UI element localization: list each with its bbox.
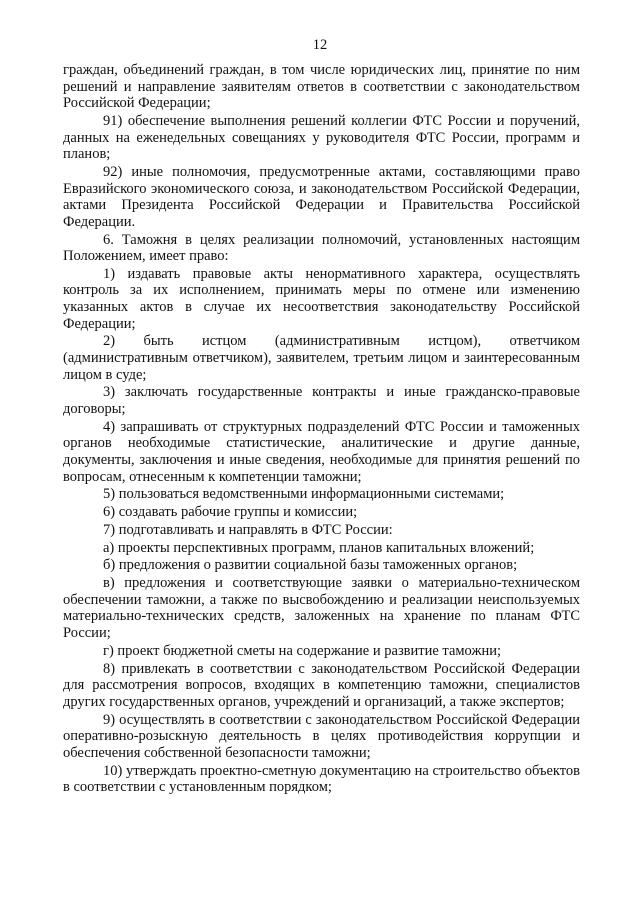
paragraph-item-91: 91) обеспечение выполнения решений коллегии ФТС России и поручений, данных на еженедельных совещаниях у руководителя ФТС России, программ и планов;	[63, 112, 580, 163]
paragraph-item-92: 92) иные полномочия, предусмотренные актами, составляющими право Евразийского экономического союза, и законодательством Российской Федерации, актами Президента Российской Федерации и Правительства Российской Федерации.	[63, 163, 580, 230]
page-number: 12	[312, 37, 328, 53]
paragraph-item-2: 2) быть истцом (административным истцом), ответчиком (административным ответчиком), заявителем, третьим лицом и заинтересованным лицом в суде;	[63, 333, 580, 383]
paragraph-item-5: 5) пользоваться ведомственными информационными системами;	[103, 486, 505, 503]
paragraph-subitem-g: г) проект бюджетной сметы на содержание и развитие таможни;	[103, 642, 502, 659]
paragraph-continuation: граждан, объединений граждан, в том числе юридических лиц, принятие по ним решений и направление заявителям ответов в соответствии с законодательством Российской Федерации;	[63, 62, 580, 112]
paragraph-item-6: 6) создавать рабочие группы и комиссии;	[103, 504, 358, 521]
paragraph-subitem-a: а) проекты перспективных программ, планов капитальных вложений;	[103, 539, 535, 556]
paragraph-item-4: 4) запрашивать от структурных подразделений ФТС России и таможенных органов необходимые статистические, аналитические и другие данные, документы, заключения и иные сведения, необходимые для принятия решений по вопросам, отнесенным к компетенции таможни;	[63, 418, 580, 485]
paragraph-item-9: 9) осуществлять в соответствии с законодательством Российской Федерации оперативно-розыскную деятельность в целях противодействия коррупции и обеспечения собственной безопасности таможни;	[63, 711, 580, 761]
paragraph-subitem-b: б) предложения о развитии социальной базы таможенных органов;	[103, 557, 518, 574]
document-body	[63, 62, 580, 797]
paragraph-section-6: 6. Таможня в целях реализации полномочий, установленных настоящим Положением, имеет право:	[63, 231, 580, 265]
paragraph-subitem-v: в) предложения и соответствующие заявки о материально-техническом обеспечении таможни, а также по высвобождению и реализации неиспользуемых материально-технических средств, заложенных на хранение по планам ФТС России;	[63, 575, 580, 642]
paragraph-item-10: 10) утверждать проектно-сметную документацию на строительство объектов в соответствии с установленным порядком;	[63, 762, 580, 796]
paragraph-item-1: 1) издавать правовые акты ненормативного характера, осуществлять контроль за их исполнением, принимать меры по отмене или изменению указанных актов в случае их несоответствия законодательству Российской Федерации;	[63, 265, 580, 332]
paragraph-item-3: 3) заключать государственные контракты и иные гражданско-правовые договоры;	[63, 384, 580, 417]
paragraph-item-8: 8) привлекать в соответствии с законодательством Российской Федерации для рассмотрения вопросов, входящих в компетенцию таможни, специалистов других государственных органов, учреждений и организаций, а также экспертов;	[63, 660, 580, 710]
paragraph-item-7: 7) подготавливать и направлять в ФТС России:	[103, 521, 393, 538]
